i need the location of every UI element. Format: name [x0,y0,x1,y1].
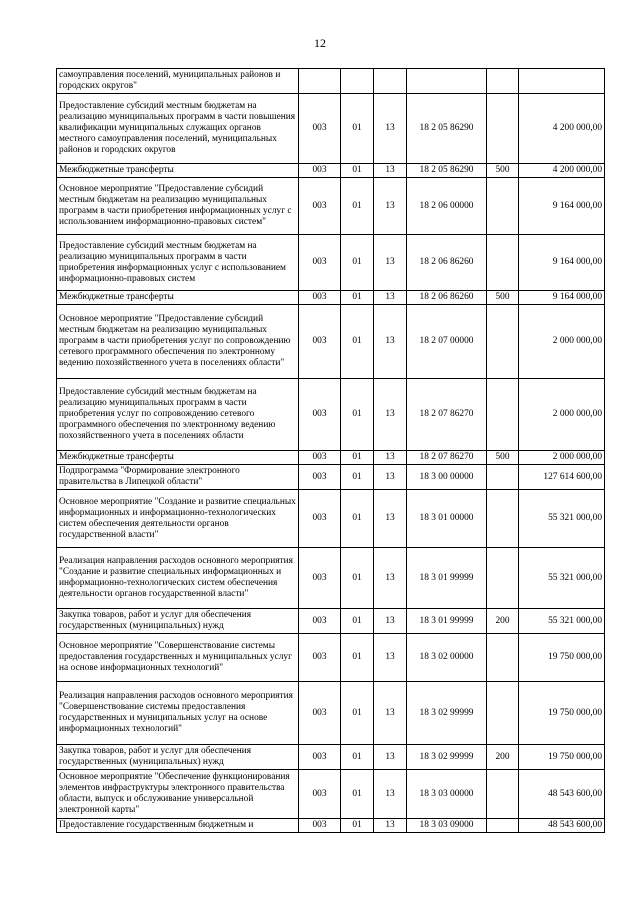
table-row [57,69,605,94]
row-ved-cell: 003 [299,379,341,451]
row-section-cell: 01 [341,682,374,745]
table-row [57,609,605,634]
row-ved-cell: 003 [299,819,341,833]
row-name-cell: Межбюджетные трансферты [57,451,299,465]
row-ved-cell: 003 [299,548,341,609]
row-subsection-cell: 13 [374,770,407,819]
table-row [57,770,605,819]
row-amount-cell: 2 000 000,00 [519,451,605,465]
row-expense-type-cell [487,379,519,451]
row-name-cell: Закупка товаров, работ и услуг для обеспечения государственных (муниципальных) нужд [57,745,299,770]
row-target-article-cell: 18 3 03 00000 [407,770,487,819]
row-expense-type-cell [487,69,519,94]
table-row [57,235,605,291]
row-ved-cell: 003 [299,451,341,465]
row-ved-cell: 003 [299,609,341,634]
row-section-cell: 01 [341,164,374,178]
row-expense-type-cell: 500 [487,451,519,465]
row-name-cell: Предоставление субсидий местным бюджетам на реализацию муниципальных программ в части приобретения услуг по сопровождению сетевого программного обеспечения по электронному ведению похозяйственного учета в поселениях области [57,379,299,451]
row-expense-type-cell: 200 [487,609,519,634]
row-expense-type-cell [487,305,519,379]
row-amount-cell: 2 000 000,00 [519,305,605,379]
row-name-cell: Предоставление субсидий местным бюджетам на реализацию муниципальных программ в части приобретения информационных услуг с использованием информационно-правовых систем [57,235,299,291]
row-ved-cell: 003 [299,490,341,548]
row-subsection-cell: 13 [374,379,407,451]
row-name-cell: Основное мероприятие "Предоставление субсидий местным бюджетам на реализацию муниципальных программ в части приобретения услуг по сопровождению сетевого программного обеспечения по электронному ведению похозяйственного учета в поселениях области" [57,305,299,379]
table-row [57,451,605,465]
row-name-cell: Реализация направления расходов основного мероприятия "Создание и развитие специальных информационных и информационно-технологических систем обеспечения деятельности органов государственной власти" [57,548,299,609]
table-row [57,305,605,379]
row-target-article-cell: 18 3 03 09000 [407,819,487,833]
row-expense-type-cell: 200 [487,745,519,770]
table-row [57,819,605,833]
row-amount-cell: 127 614 600,00 [519,465,605,490]
row-expense-type-cell: 500 [487,164,519,178]
row-subsection-cell: 13 [374,94,407,164]
row-section-cell: 01 [341,634,374,682]
row-expense-type-cell [487,682,519,745]
table-row [57,465,605,490]
row-ved-cell: 003 [299,770,341,819]
row-subsection-cell: 13 [374,609,407,634]
row-section-cell: 01 [341,609,374,634]
row-section-cell: 01 [341,819,374,833]
row-amount-cell: 48 543 600,00 [519,770,605,819]
row-target-article-cell: 18 3 01 00000 [407,490,487,548]
row-target-article-cell: 18 2 05 86290 [407,94,487,164]
row-expense-type-cell [487,548,519,609]
row-subsection-cell: 13 [374,178,407,235]
row-subsection-cell: 13 [374,164,407,178]
row-target-article-cell: 18 3 02 99999 [407,745,487,770]
row-section-cell: 01 [341,178,374,235]
row-name-cell: Межбюджетные трансферты [57,164,299,178]
row-target-article-cell: 18 3 01 99999 [407,548,487,609]
row-ved-cell: 003 [299,291,341,305]
row-expense-type-cell [487,94,519,164]
row-name-cell: Подпрограмма "Формирование электронного правительства в Липецкой области" [57,465,299,490]
table-row [57,490,605,548]
row-target-article-cell [407,69,487,94]
row-amount-cell: 55 321 000,00 [519,548,605,609]
row-name-cell: Основное мероприятие "Предоставление субсидий местным бюджетам на реализацию муниципальных программ в части приобретения информационных услуг с использованием информационно-правовых систем" [57,178,299,235]
row-section-cell: 01 [341,770,374,819]
row-expense-type-cell [487,178,519,235]
row-amount-cell: 9 164 000,00 [519,178,605,235]
row-target-article-cell: 18 2 07 00000 [407,305,487,379]
row-target-article-cell: 18 2 07 86270 [407,379,487,451]
row-subsection-cell: 13 [374,465,407,490]
row-subsection-cell: 13 [374,548,407,609]
page-number: 12 [314,36,326,50]
row-expense-type-cell [487,490,519,548]
row-subsection-cell: 13 [374,305,407,379]
table-row [57,164,605,178]
row-ved-cell: 003 [299,682,341,745]
row-subsection-cell: 13 [374,235,407,291]
row-name-cell: самоуправления поселений, муниципальных районов и городских округов" [57,69,299,94]
row-target-article-cell: 18 2 05 86290 [407,164,487,178]
row-section-cell: 01 [341,94,374,164]
row-amount-cell: 4 200 000,00 [519,94,605,164]
row-expense-type-cell: 500 [487,291,519,305]
row-expense-type-cell [487,465,519,490]
row-subsection-cell: 13 [374,745,407,770]
row-target-article-cell: 18 3 00 00000 [407,465,487,490]
row-amount-cell: 2 000 000,00 [519,379,605,451]
table-row [57,291,605,305]
row-amount-cell: 48 543 600,00 [519,819,605,833]
row-amount-cell: 55 321 000,00 [519,609,605,634]
table-row [57,94,605,164]
row-amount-cell: 9 164 000,00 [519,291,605,305]
table-row [57,745,605,770]
row-target-article-cell: 18 3 02 00000 [407,634,487,682]
row-ved-cell: 003 [299,94,341,164]
row-section-cell: 01 [341,548,374,609]
row-subsection-cell [374,69,407,94]
row-amount-cell: 4 200 000,00 [519,164,605,178]
table-row [57,178,605,235]
row-ved-cell [299,69,341,94]
budget-table-body [57,69,605,833]
row-subsection-cell: 13 [374,451,407,465]
row-target-article-cell: 18 2 06 86260 [407,291,487,305]
row-name-cell: Предоставление субсидий местным бюджетам на реализацию муниципальных программ в части повышения квалификации муниципальных служащих органов местного самоуправления поселений, муниципальных районов и городских округов [57,94,299,164]
table-row [57,548,605,609]
row-name-cell: Закупка товаров, работ и услуг для обеспечения государственных (муниципальных) нужд [57,609,299,634]
row-section-cell: 01 [341,745,374,770]
table-row [57,634,605,682]
row-amount-cell: 19 750 000,00 [519,682,605,745]
row-target-article-cell: 18 2 06 86260 [407,235,487,291]
row-amount-cell [519,69,605,94]
row-subsection-cell: 13 [374,291,407,305]
budget-table [56,68,605,833]
row-target-article-cell: 18 2 06 00000 [407,178,487,235]
row-expense-type-cell [487,770,519,819]
row-name-cell: Основное мероприятие "Обеспечение функционирования элементов инфраструктуры электронного правительства области, выпуск и обслуживание универсальной электронной карты" [57,770,299,819]
row-section-cell: 01 [341,235,374,291]
row-ved-cell: 003 [299,178,341,235]
row-ved-cell: 003 [299,235,341,291]
row-amount-cell: 19 750 000,00 [519,634,605,682]
table-row [57,379,605,451]
row-subsection-cell: 13 [374,634,407,682]
table-row [57,682,605,745]
row-target-article-cell: 18 3 01 99999 [407,609,487,634]
row-section-cell: 01 [341,305,374,379]
row-amount-cell: 19 750 000,00 [519,745,605,770]
row-expense-type-cell [487,235,519,291]
row-amount-cell: 9 164 000,00 [519,235,605,291]
row-section-cell: 01 [341,291,374,305]
row-ved-cell: 003 [299,745,341,770]
row-section-cell: 01 [341,379,374,451]
row-name-cell: Основное мероприятие "Совершенствование системы предоставления государственных и муниципальных услуг на основе информационных технологий" [57,634,299,682]
row-expense-type-cell [487,819,519,833]
row-target-article-cell: 18 2 07 86270 [407,451,487,465]
row-section-cell: 01 [341,465,374,490]
row-ved-cell: 003 [299,305,341,379]
row-subsection-cell: 13 [374,682,407,745]
row-target-article-cell: 18 3 02 99999 [407,682,487,745]
row-expense-type-cell [487,634,519,682]
row-name-cell: Межбюджетные трансферты [57,291,299,305]
row-subsection-cell: 13 [374,490,407,548]
row-name-cell: Предоставление государственным бюджетным и [57,819,299,833]
row-name-cell: Реализация направления расходов основного мероприятия "Совершенствование системы предоставления государственных и муниципальных услуг на основе информационных технологий" [57,682,299,745]
row-ved-cell: 003 [299,465,341,490]
row-section-cell: 01 [341,451,374,465]
row-section-cell [341,69,374,94]
row-name-cell: Основное мероприятие "Создание и развитие специальных информационных и информационно-технологических систем обеспечения деятельности органов государственной власти" [57,490,299,548]
row-subsection-cell: 13 [374,819,407,833]
row-section-cell: 01 [341,490,374,548]
row-ved-cell: 003 [299,634,341,682]
row-ved-cell: 003 [299,164,341,178]
row-amount-cell: 55 321 000,00 [519,490,605,548]
